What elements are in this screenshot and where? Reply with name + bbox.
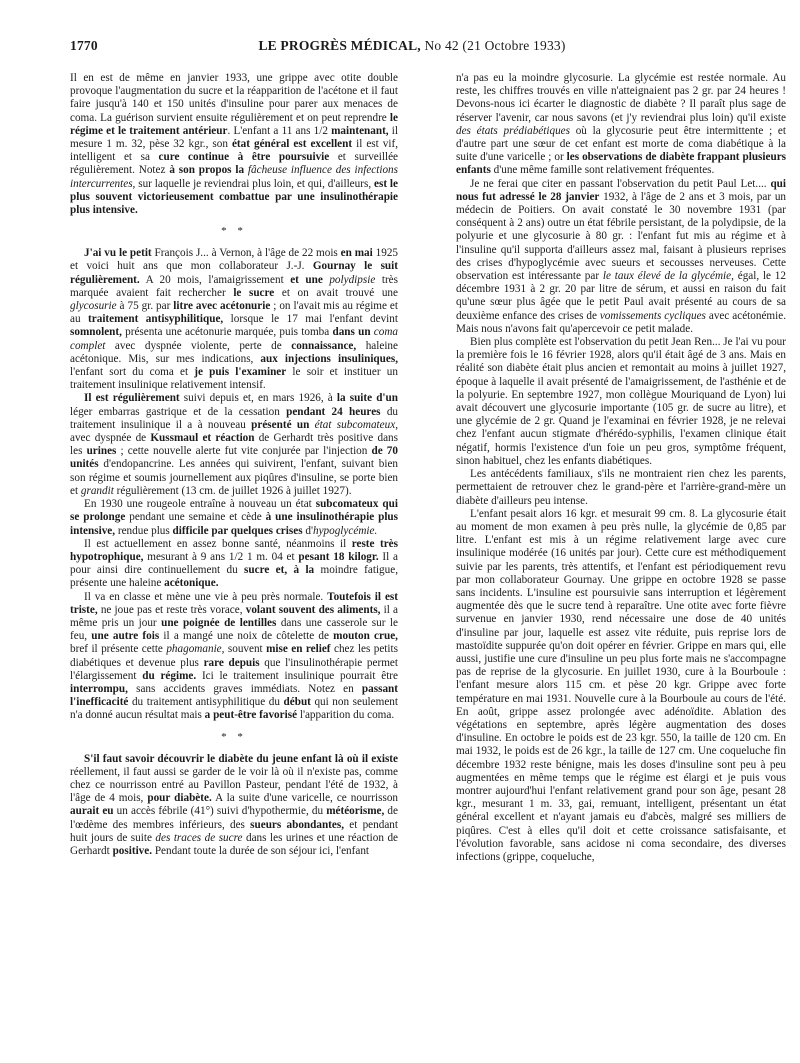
text-run: avec dyspnée violente, perte de: [105, 339, 292, 352]
text-run: ; cette nouvelle alerte fut vite conjurée par l'injection: [116, 445, 372, 458]
bold-text: rare depuis: [203, 656, 260, 669]
bold-text: mouton crue,: [333, 630, 398, 643]
text-run: Je ne ferai que citer en passant l'observation du petit Paul Let....: [470, 177, 771, 190]
paragraph: [70, 392, 398, 498]
bold-text: une poignée de lentilles: [161, 616, 277, 629]
text-run: pendant une semaine et cède: [125, 511, 266, 524]
text-run: et surveillée régulièrement. Notez: [70, 151, 399, 177]
bold-text: état général est excellent: [231, 138, 353, 151]
bold-text: acétonique.: [164, 577, 219, 590]
text-run: mesurant à 9 ans 1/2 1 m. 04 et: [143, 550, 299, 563]
left-column: [70, 72, 398, 858]
text-run: présenta une acétonurie marquée, puis tomba: [121, 326, 333, 339]
bold-text: interrompu,: [70, 682, 128, 695]
text-run: sur laquelle je reviendrai plus loin, et qui, d'ailleurs,: [135, 177, 374, 190]
bold-text: difficile par quelques crises: [172, 524, 303, 537]
text-run: Pendant toute la durée de son séjour ici, l'enfant: [152, 844, 370, 857]
text-run: François J... à Vernon, à l'âge de 22 mois: [151, 247, 341, 260]
bold-text: pendant 24 heures: [286, 405, 381, 418]
italic-text: le taux élevé de la glycémie,: [602, 270, 734, 283]
bold-text: présenté un: [251, 418, 310, 431]
text-run: Il va en classe et mène une vie à peu près normale.: [84, 590, 328, 603]
text-run: du traitement insulinique il a à nouveau: [70, 405, 399, 431]
paragraph: [456, 178, 786, 336]
text-run: léger embarras gastrique et de la cessation: [70, 405, 287, 418]
text-run: Bien plus complète est l'observation du petit Jean Ren... Je l'ai vu pour la première fois le 16 février 1928, alors qu'il était âgé de 3 ans. Mais en réalité son diabète était plus ancien et remontait au moins à juillet 1927, époque à laquelle il avait présenté de l'amaigrissement, de l'asthénie et de la polyurie. En septembre 1927, mon collègue Mouriquand de Lyon) lui avait découvert une glycosurie importante (105 gr. de sucre au litre), et une glycémie de 2 gr. Quand je l'examinai en février 1928, je ne relevai chez l'enfant aucun stigmate d'hérédo-syphilis, l'examen clinique était négatif, hormis l'existence d'un foie un peu gros, symptôme fréquent, sinon habituel, chez les enfants diabétiques.: [456, 336, 786, 467]
italic-text: état subcomateux,: [314, 418, 398, 431]
page-header: [70, 38, 754, 58]
bold-text: début: [283, 696, 311, 709]
paragraph: [70, 538, 398, 591]
text-run: d': [302, 524, 313, 537]
bold-text: du régime.: [142, 669, 197, 682]
text-run: dans une casserole sur le feu,: [70, 616, 398, 643]
issue-info: No 42 (21 Octobre 1933): [424, 38, 566, 53]
text-run: ne joue pas et reste très vorace,: [97, 603, 246, 616]
text-run: avec acétonémie. Mais nous n'avons fait qu'apercevoir ce petit malade.: [456, 309, 786, 335]
section-separator: * *: [221, 225, 247, 238]
bold-text: météorisme,: [326, 805, 385, 818]
bold-text: dans un: [332, 326, 371, 339]
text-run: où la glycosurie peut être intermittente ; et d'autre part une sœur de cet enfant est morte de coma diabétique à la suite d'une varicelle ; or: [456, 124, 786, 164]
bold-text: je puis l'examiner: [194, 366, 287, 379]
text-run: lorsque le 17 mai l'enfant devint: [223, 313, 398, 326]
bold-text: a peut-être favorisé: [204, 709, 298, 722]
italic-text: des traces de sucre: [155, 831, 243, 844]
text-run: égal, le 12 décembre 1931 à 2 gr. 20 par litre de sérum, et aussi en raison du fait qu'une sœur plus âgée que le petit Paul avait présenté au cours de sa deuxième enfance des crises de: [456, 270, 786, 322]
text-run: bref il présente cette: [70, 643, 167, 656]
bold-text: maintenant,: [331, 124, 389, 137]
text-run: avec dyspnée de: [70, 432, 151, 445]
page-number: 1770: [70, 38, 98, 53]
text-run: il mesure 1 m. 32, pèse 32 kgr., son: [70, 124, 399, 151]
text-run: l'apparition du coma.: [297, 709, 395, 722]
text-run: souvent: [224, 643, 267, 656]
text-run: A la suite d'une varicelle, ce nourrisson: [211, 792, 399, 805]
bold-text: aurait eu: [70, 805, 114, 818]
text-run: rendue plus: [115, 524, 173, 537]
journal-title: LE PROGRÈS MÉDICAL,: [258, 38, 421, 53]
text-run: il a mangé une noix de côtelette de: [159, 630, 334, 643]
bold-text: de 70 unités: [70, 445, 398, 471]
bold-text: subcomateux qui se prolonge: [70, 498, 398, 524]
text-run: le soir et instituer un traitement insulinique relativement intensif.: [70, 366, 398, 392]
text-run: l'enfant sort du coma et: [70, 366, 195, 379]
text-run: d'une même famille sont relativement fréquentes.: [490, 164, 715, 177]
text-run: haleine acétonique. Mis, sur mes indications,: [70, 339, 398, 365]
text-run: Il en est de même en janvier 1933, une grippe avec otite double provoque l'augmentation du sucre et la réapparition de l'acétone et il faut faire jusqu'à 140 et 150 unités d'insuline pour parer aux menaces de coma. La guérison survient ensuite régulièrement et on peut reprendre: [70, 72, 398, 124]
text-run: ; on l'avait mis au régime et au: [70, 300, 398, 326]
text-run: chez les petits diabétiques et devenue plus: [70, 643, 398, 669]
bold-text: la suite d'un: [336, 392, 398, 405]
text-run: . L'enfant a 11 ans 1/2: [227, 124, 332, 137]
text-run: que l'insulinothérapie permet l'élargissement: [70, 656, 398, 682]
text-run: Il a pour ainsi dire continuellement du: [70, 550, 398, 577]
text-run: réellement, il faut aussi se garder de le voir là où il n'existe pas, comme chez ce nourrisson entré au Pavillon Pasteur, pendant l'été de 1932, à l'âge de 4 mois,: [70, 765, 398, 805]
bold-text: Gournay le suit régulièrement.: [70, 260, 398, 286]
text-run: il est vif, intelligent et sa: [70, 138, 398, 164]
bold-text: traitement antisyphilitique,: [88, 313, 224, 326]
text-run: Ici le traitement insulinique pourrait être: [196, 669, 398, 682]
bold-text: Kussmaul et réaction: [150, 432, 255, 445]
section-separator: * *: [221, 730, 247, 743]
text-run: du traitement antisyphilitique du: [128, 696, 284, 709]
bold-text: et une: [290, 273, 323, 286]
text-run: d'endopancrine. Les années qui suivirent, l'enfant, suivant bien son régime et soumis journellement aux piqûres d'insuline, se porte bien et: [70, 458, 398, 497]
paragraph: [456, 468, 786, 508]
text-run: et on avait trouvé une: [274, 286, 398, 299]
italic-text: polydipsie: [329, 273, 376, 286]
bold-text: S'il faut savoir découvrir le diabète du jeune enfant là où il existe: [84, 752, 398, 765]
paragraph: [70, 247, 398, 392]
text-run: régulièrement (13 cm. de juillet 1926 à juillet 1927).: [113, 484, 352, 497]
paragraph: [456, 508, 786, 864]
text-run: qui non seulement n'a donné aucun résultat mais: [70, 696, 398, 722]
right-column: [456, 72, 786, 864]
text-run: En 1930 une rougeole entraîne à nouveau un état: [84, 498, 316, 511]
bold-text: une autre fois: [91, 630, 160, 643]
text-run: de l'œdème des membres inférieurs, des: [70, 805, 398, 831]
bold-text: urines: [86, 445, 117, 458]
text-run: de Gerhardt très positive dans les: [70, 432, 398, 458]
bold-text: qui nous fut adressé le 28 janvier: [456, 177, 786, 203]
text-run: un accès fébrile (41°) suivi d'hypothermie, du: [113, 805, 327, 818]
bold-text: sueurs abondantes,: [250, 818, 345, 831]
bold-text: Toutefois il est triste,: [70, 590, 398, 616]
text-run: n'a pas eu la moindre glycosurie. La glycémie est restée normale. Au reste, les chiffres trouvés en ville n'atteignaient pas 2 gr. par 24 heures ! Devons-nous ici écarter le diagnostic de diabète ? Il paraît plus sage de réserver l'avenir, car nous savons (et j'y reviendrai plus loin) qu'il existe: [456, 72, 786, 124]
italic-text: grandit: [80, 484, 114, 497]
paragraph: [456, 72, 786, 178]
text-run: très marquée avaient fait rechercher: [70, 273, 398, 299]
text-run: suivi depuis et, en mars 1926, à: [179, 392, 337, 405]
text-run: A 20 mois, l'amaigrissement: [139, 273, 291, 286]
bold-text: à une insulinothérapie plus intensive,: [70, 511, 398, 537]
italic-text: fâcheuse influence des infections intercurrentes,: [70, 164, 399, 190]
bold-text: positive.: [112, 844, 153, 857]
bold-text: les observations de diabète frappant plusieurs enfants: [456, 151, 787, 177]
bold-text: connaissance,: [291, 339, 357, 352]
bold-text: aux injections insuliniques,: [260, 352, 398, 365]
paragraph: [70, 753, 398, 859]
text-run: Il est actuellement en assez bonne santé, néanmoins il: [84, 537, 352, 550]
bold-text: Il est régulièrement: [84, 392, 180, 405]
paragraph: [70, 498, 398, 538]
bold-text: reste très hypotrophique,: [70, 537, 398, 563]
bold-text: somnolent,: [70, 326, 122, 339]
bold-text: passant l'inefficacité: [70, 682, 398, 709]
text-run: 1932, à l'âge de 2 ans et 3 mois, par un médecin de Poitiers. On avait constaté le 30 novembre 1931 (par conséquent à 2 ans) outre un état fébrile persistant, de la polydipsie, de la polyurie et une glycosurie à 80 gr. : l'enfant fut mis au régime et à l'insuline qu'il supporta d'ailleurs assez mal, faisant à plusieurs reprises des crises d'hypoglycémie avec sueurs et secousses nerveuses. Cette observation est intéressante par: [456, 190, 787, 283]
bold-text: est le plus souvent victorieusement combattue par une insulinothérapie plus intensive.: [70, 177, 398, 217]
text-run: sans accidents graves immédiats. Notez en: [127, 682, 362, 695]
italic-text: vomissements cycliques: [599, 309, 706, 322]
bold-text: litre avec acétonurie: [173, 300, 271, 313]
text-run: L'enfant pesait alors 16 kgr. et mesurait 99 cm. 8. La glycosurie était au moment de mon examen à peu près nulle, la glycémie de 0,85 par litre. L'enfant est mis à un régime relativement large avec cure insulinique modérée (16 unités par jour). Cette cure est méthodiquement suivie par les parents, très attentifs, et l'enfant est périodiquement revu par mon collaborateur Gournay. Une grippe en octobre 1928 se passe sans incidents. L'insuline est poursuivie sans interruption et légèrement augmentée dès que le sucre tend à reparaître. Une otite avec forte fièvre survenue en janvier 1930, rend nécessaire une dose de 40 unités d'insuline par jour, laquelle est assez vite réduite, puis reprise lors de mastoïdite suppurée qu'on doit opérer en février. Grippe en mars qui, elle aussi, justifie une cure d'insuline un peu plus forte mais ne s'accompagne pas de reprise de la glycosurie. En juillet 1930, cure à la Bourboule : l'enfant mesure alors 115 cm. et pèse 20 kgr. Grippe avec forte température en mai 1931. Nouvelle cure à la Bourboule au cours de l'été. En août, grippe assez prolongée avec adénoïdite. Ablation des végétations en septembre, après légère augmentation des doses d'insuline. En octobre le poids est de 23 kgr. 550, la taille de 120 cm. En mai 1932, le poids est de 26 kgr., la taille de 127 cm. Une coqueluche fin décembre 1932 reste bénigne, mais les doses d'insuline sont peu à peu augmentées en même temps que le régime est élargi et je puis vous montrer aujourd'hui l'enfant relativement grand pour son âge, pesant 28 kgr., mesurant 1 m. 33, gai, remuant, intelligent, présentant un état général excellent et n'ayant jamais eu d'abcès, malgré ses milliers de piqûres. C'est à elles qu'il doit et cette croissance satisfaisante, et l'évolution favorable, sans acidose ni coma secondaire, des diverses infections (grippe, coqueluche,: [456, 507, 786, 863]
italic-text: coma complet: [70, 326, 399, 352]
text-run: et pendant huit jours de suite: [70, 818, 398, 844]
paragraph: [456, 336, 786, 468]
text-run: dans les urines et une réaction de Gerhardt: [70, 831, 399, 857]
text-run: moindre fatigue, présente une haleine: [70, 564, 398, 590]
italic-text: hypoglycémie.: [312, 524, 378, 537]
bold-text: sucre et, à la: [244, 564, 315, 577]
bold-text: le sucre: [233, 286, 275, 299]
bold-text: pour diabète.: [147, 792, 212, 805]
running-title: [70, 38, 754, 54]
bold-text: le régime et le traitement antérieur: [70, 111, 398, 137]
italic-text: glycosurie: [70, 300, 117, 313]
italic-text: phagomanie,: [166, 643, 225, 656]
text-run: 1925 et voici huit ans que mon collaborateur J.-J.: [70, 247, 399, 273]
bold-text: à son propos la: [169, 164, 245, 177]
bold-text: pesant 18 kilogr.: [298, 550, 379, 563]
bold-text: cure continue à être poursuivie: [158, 151, 330, 164]
text-run: Les antécédents familiaux, s'ils ne montraient rien chez les parents, permettaient de retrouver chez le grand-père et l'arrière-grand-mère un diabète d'ailleurs peu intense.: [456, 468, 786, 507]
bold-text: mise en relief: [266, 643, 331, 656]
italic-text: des états prédiabétiques: [456, 124, 570, 137]
text-run: à 75 gr. par: [116, 300, 174, 313]
paragraph: [70, 72, 398, 217]
text-run: il a même pris un jour: [70, 603, 399, 629]
bold-text: volant souvent des aliments,: [245, 603, 381, 616]
bold-text: J'ai vu le petit: [84, 247, 152, 260]
paragraph: [70, 591, 398, 723]
bold-text: en mai: [340, 247, 373, 260]
